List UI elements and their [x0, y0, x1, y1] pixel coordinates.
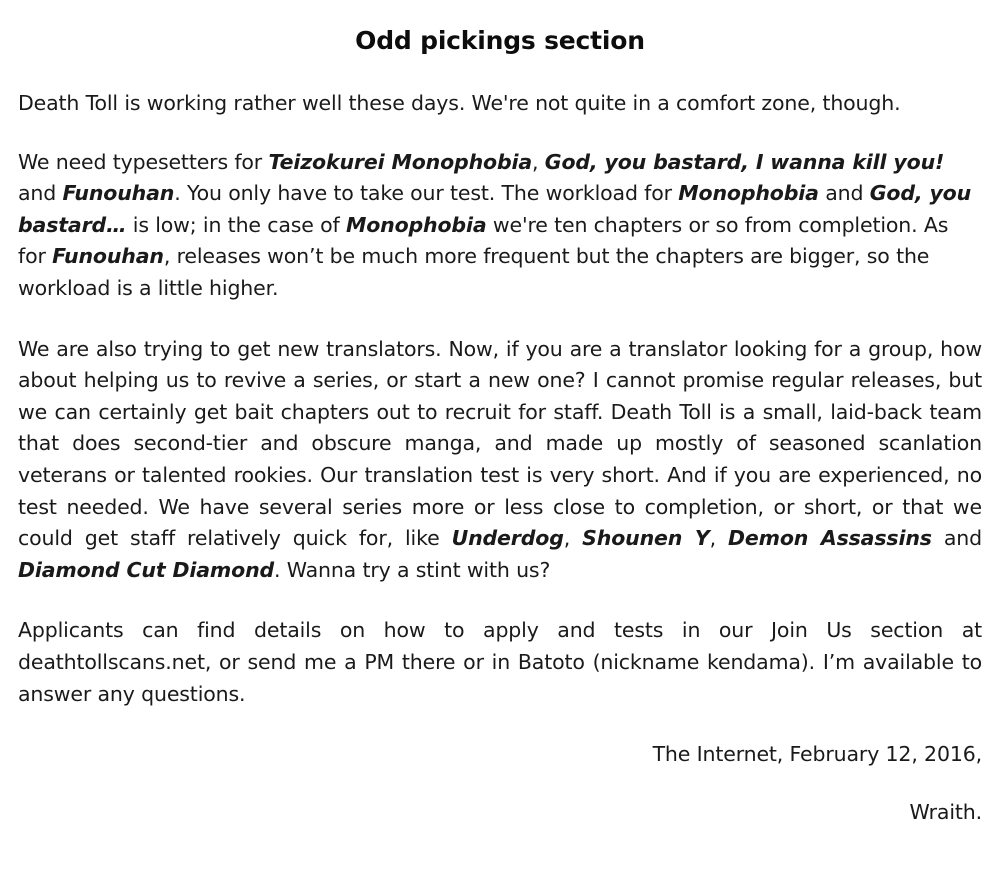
manga-title-funouhan-2: Funouhan: [52, 244, 164, 269]
typesetters-segment-5: and: [818, 181, 870, 206]
signature-name: Wraith.: [909, 799, 982, 824]
translators-segment-3: ,: [709, 526, 728, 551]
manga-title-diamond-cut-diamond: Diamond Cut Diamond: [18, 557, 275, 582]
typesetters-segment-2: ,: [532, 149, 545, 174]
manga-title-shounen-y: Shounen Y: [582, 526, 710, 551]
translators-segment-2: ,: [563, 526, 583, 551]
applicants-text: Applicants can find details on how to apply and tests in our Join Us section at deathtollscans.net, or send me a PM there or in Batoto (nickname kendama). I’m available to answer any questions.: [18, 618, 982, 706]
paragraph-translators: [18, 334, 982, 587]
typesetters-segment-4: . You only have to take our test. The workload for: [174, 181, 679, 206]
manga-title-monophobia-2: Monophobia: [345, 212, 487, 237]
manga-title-god-you-bastard-short: God, you bastard…: [18, 181, 972, 237]
manga-title-teizokurei-monophobia: Teizokurei Monophobia: [268, 149, 533, 174]
manga-title-underdog: Underdog: [451, 526, 564, 551]
typesetters-segment-8: , releases won’t be much more frequent but the chapters are bigger, so the workload is a little higher.: [18, 244, 930, 300]
typesetters-segment-6: is low; in the case of: [126, 212, 346, 237]
typesetters-segment-3: and: [18, 181, 63, 206]
manga-title-monophobia-1: Monophobia: [678, 181, 819, 206]
typesetters-segment-1: We need typesetters for: [18, 149, 269, 174]
paragraph-intro: [18, 88, 982, 120]
translators-segment-5: . Wanna try a stint with us?: [274, 557, 551, 582]
document-page: [0, 26, 1000, 892]
translators-segment-1: We are also trying to get new translators. Now, if you are a translator looking for a group, how about helping us to revive a series, or start a new one? I cannot promise regular releases, but we can certainly get bait chapters out to recruit for staff. Death Toll is a small, laid-back team that does second-tier and obscure manga, and made up mostly of seasoned scanlation veterans or talented rookies. Our translation test is very short. And if you are experienced, no test needed. We have several series more or less close to completion, or short, or that we could get staff relatively quick for, like: [18, 336, 982, 551]
paragraph-applicants: [18, 615, 982, 710]
manga-title-funouhan-1: Funouhan: [62, 181, 175, 206]
manga-title-god-you-bastard: God, you bastard, I wanna kill you!: [544, 149, 945, 174]
manga-title-demon-assassins: Demon Assassins: [728, 526, 932, 551]
typesetters-segment-7: we're ten chapters or so from completion. As for: [18, 212, 949, 269]
translators-segment-4: and: [931, 526, 982, 551]
signature-dateline: The Internet, February 12, 2016,: [652, 742, 982, 767]
signature-block: [18, 739, 982, 828]
page-title: Odd pickings section: [355, 26, 645, 55]
intro-text: Death Toll is working rather well these days. We're not quite in a comfort zone, though.: [18, 91, 901, 115]
paragraph-typesetters: [18, 147, 982, 305]
